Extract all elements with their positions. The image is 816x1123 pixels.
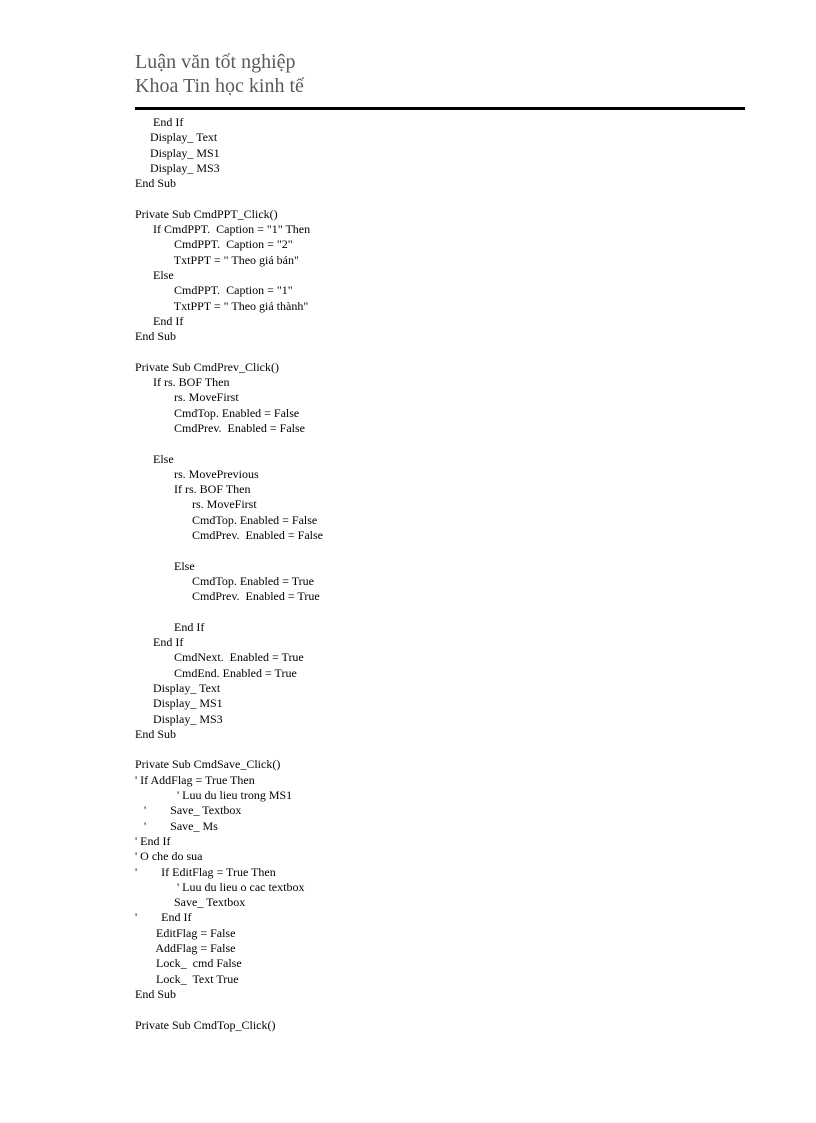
code-line: ' If AddFlag = True Then: [135, 772, 255, 787]
code-line: ' End If: [135, 910, 192, 925]
code-line: Display_ MS3: [135, 160, 220, 175]
header-divider: [135, 107, 745, 110]
code-line: Else: [135, 558, 195, 573]
code-line: Lock_ Text True: [135, 971, 239, 986]
code-line: Display_ Text: [135, 680, 221, 695]
code-line: ' If EditFlag = True Then: [135, 864, 276, 879]
code-line: Else: [135, 267, 174, 282]
code-line: ' Save_ Textbox: [135, 803, 242, 818]
code-line: End If: [135, 115, 184, 129]
code-line: Private Sub CmdPPT_Click(): [135, 206, 278, 221]
header-thesis-title: Luận văn tốt nghiệp: [135, 51, 296, 73]
code-line: EditFlag = False: [135, 925, 236, 940]
code-line: CmdPrev. Enabled = False: [135, 420, 305, 435]
code-line: [135, 543, 323, 558]
code-line: AddFlag = False: [135, 941, 236, 956]
code-line: [135, 436, 323, 451]
code-line: End If: [135, 635, 184, 650]
code-line: End Sub: [135, 726, 177, 741]
code-line: CmdEnd. Enabled = True: [135, 665, 297, 680]
code-line: ' Save_ Ms: [135, 818, 218, 833]
code-line: If rs. BOF Then: [135, 375, 230, 390]
code-line: Display_ MS3: [135, 711, 223, 726]
code-line: CmdPPT. Caption = "1": [135, 283, 293, 298]
code-line: End Sub: [135, 986, 177, 1001]
code-listing: [135, 115, 323, 1033]
code-line: rs. MoveFirst: [135, 390, 239, 405]
code-line: TxtPPT = " Theo giá bán": [135, 252, 299, 267]
code-line: [135, 605, 323, 620]
code-line: End If: [135, 313, 184, 328]
code-line: If CmdPPT. Caption = "1" Then: [135, 222, 311, 237]
page-header: [135, 50, 304, 98]
code-line: ' Luu du lieu o cac textbox: [135, 879, 305, 894]
code-line: CmdTop. Enabled = True: [135, 573, 314, 588]
code-line: rs. MovePrevious: [135, 466, 259, 481]
code-line: ' End If: [135, 833, 171, 848]
code-line: End If: [135, 619, 205, 634]
code-line: CmdNext. Enabled = True: [135, 650, 304, 665]
code-line: rs. MoveFirst: [135, 497, 257, 512]
code-line: [135, 1002, 323, 1017]
code-line: Private Sub CmdSave_Click(): [135, 757, 281, 772]
code-line: TxtPPT = " Theo giá thành": [135, 298, 309, 313]
code-line: ' Luu du lieu trong MS1: [135, 788, 293, 803]
code-line: If rs. BOF Then: [135, 482, 251, 497]
code-line: CmdPPT. Caption = "2": [135, 237, 293, 252]
code-line: Lock_ cmd False: [135, 956, 242, 971]
code-line: End Sub: [135, 176, 177, 191]
code-line: [135, 344, 323, 359]
code-line: CmdTop. Enabled = False: [135, 512, 318, 527]
header-faculty: Khoa Tin học kinh tế: [135, 75, 304, 97]
code-line: Save_ Textbox: [135, 895, 246, 910]
code-line: CmdPrev. Enabled = False: [135, 528, 323, 543]
code-line: Display_ Text: [135, 130, 218, 145]
code-line: ' O che do sua: [135, 849, 203, 864]
code-line: CmdTop. Enabled = False: [135, 405, 300, 420]
code-line: Private Sub CmdPrev_Click(): [135, 359, 279, 374]
code-line: CmdPrev. Enabled = True: [135, 589, 320, 604]
code-line: End Sub: [135, 329, 177, 344]
code-line: [135, 742, 323, 757]
code-line: Private Sub CmdTop_Click(): [135, 1017, 276, 1032]
code-line: [135, 191, 323, 206]
code-line: Else: [135, 451, 174, 466]
code-line: Display_ MS1: [135, 696, 223, 711]
code-line: Display_ MS1: [135, 145, 220, 160]
